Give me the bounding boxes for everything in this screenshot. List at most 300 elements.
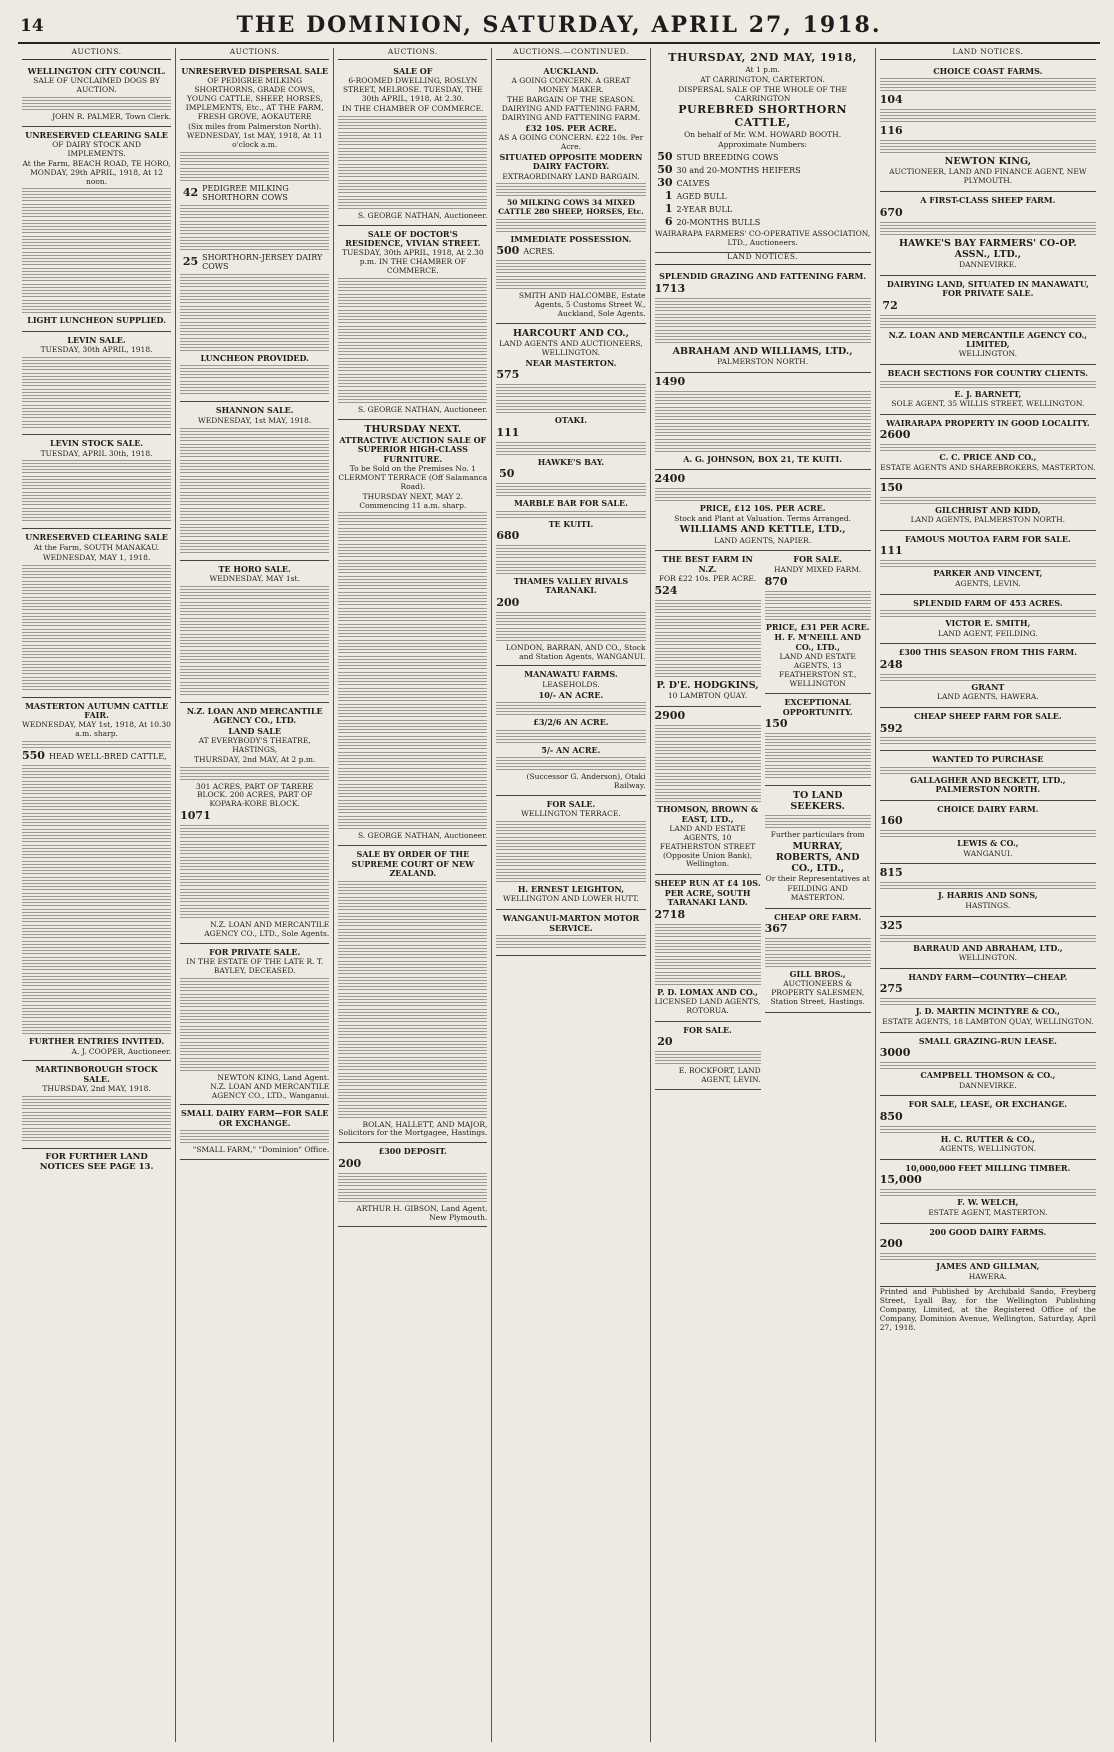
ad-subtitle: TUESDAY, APRIL 30th, 1918. (40, 448, 153, 458)
fine-print (22, 613, 171, 627)
split-left (655, 551, 761, 1089)
fine-print (338, 1105, 487, 1119)
fine-print (22, 284, 171, 298)
fine-print (22, 389, 171, 403)
fine-print (880, 737, 1096, 744)
ad-signature: PALMERSTON NORTH. (717, 356, 809, 366)
ad-title: SHANNON SALE. (215, 405, 294, 416)
ad-subtitle: (Six miles from Palmerston North). (188, 121, 322, 131)
advertisement (22, 127, 171, 332)
fine-print (655, 600, 761, 614)
fine-print (338, 1041, 487, 1055)
fine-print (22, 741, 171, 748)
fine-print (338, 1089, 487, 1103)
fine-print (180, 365, 329, 379)
ad-title: FAMOUS MOUTOA FARM FOR SALE. (904, 533, 1071, 544)
fine-print (765, 954, 871, 968)
page-number: 14 (20, 16, 44, 36)
fine-print (180, 274, 329, 288)
fine-print (180, 857, 329, 871)
fine-print (655, 648, 761, 662)
ad-subtitle: HANDY MIXED FARM. (773, 564, 862, 574)
advertisement (880, 531, 1096, 595)
ad-signature: E. ROCKFORT, LAND AGENT, LEVIN. (678, 1066, 761, 1084)
fine-print (180, 152, 329, 166)
fine-print (655, 407, 871, 421)
ad-signature: SMITH AND HALCOMBE, Estate Agents, 5 Customs Street W., Auckland, Sole Agents. (518, 291, 646, 319)
ad-signature: F. W. WELCH, (957, 1197, 1019, 1208)
stock-label: 20-MONTHS BULLS (676, 217, 761, 227)
lot-line (880, 1238, 1096, 1251)
advertisement (880, 63, 1096, 192)
lot-number: 500 (496, 244, 520, 258)
fine-print (180, 666, 329, 680)
lot-number: 15,000 (879, 1173, 922, 1187)
ad-signature: N.Z. LOAN AND MERCANTILE AGENCY CO., LTD., Sole Agents. (204, 920, 330, 938)
ad-subtitle: WEDNESDAY, 1st MAY, 1918, At 11 o'clock a.m. (186, 131, 323, 150)
fine-print (655, 1051, 761, 1065)
fine-print (496, 511, 645, 518)
fine-print (180, 905, 329, 919)
lot-number: 524 (654, 584, 678, 598)
ad-subtitle: THE BARGAIN OF THE SEASON. DAIRYING AND FATTENING FARM, DAIRYING AND FATTENING FARM. (501, 94, 641, 122)
fine-print (765, 938, 871, 952)
fine-print (338, 116, 487, 130)
fine-print (338, 132, 487, 146)
fine-print (22, 565, 171, 579)
fine-print (338, 624, 487, 638)
advertisement (765, 909, 871, 1013)
ad-title: MANAWATU FARMS. (524, 669, 618, 680)
ad-title: WELLINGTON CITY COUNCIL. (27, 65, 166, 76)
lot-number: 50 (499, 467, 515, 481)
fine-print (496, 561, 645, 575)
ad-title: CHOICE DAIRY FARM. (937, 803, 1039, 814)
ad-signature: N.Z. LOAN AND MERCANTILE AGENCY CO., LIMITED, (888, 329, 1088, 350)
section-heading: AUCTIONS.—CONTINUED. (496, 48, 645, 60)
advertisement (765, 694, 871, 786)
lot-line (880, 207, 1096, 220)
ad-title: SPLENDID FARM OF 453 ACRES. (913, 597, 1063, 608)
fine-print (338, 592, 487, 606)
ad-title: FOR SALE. (683, 1024, 732, 1035)
fine-print (338, 881, 487, 895)
split-right (765, 551, 871, 1089)
fine-print (180, 978, 329, 992)
stock-list: 50 MILKING COWS 34 MIXED CATTLE 280 SHEEP, HORSES, Etc. (498, 198, 644, 217)
lot-line (880, 125, 1096, 138)
ad-signature: A. J. COOPER, Auctioneer. (71, 1046, 172, 1056)
fine-print (655, 924, 761, 938)
lot-number: 3000 (879, 1046, 911, 1060)
stock-line (655, 177, 871, 190)
lot-number: 275 (879, 982, 903, 996)
lot-line (496, 427, 645, 440)
advertisement (180, 703, 329, 944)
stock-label: STUD BREEDING COWS (676, 152, 779, 162)
advertisement (880, 415, 1096, 479)
stock-count: 50 (657, 149, 673, 163)
ad-subtitle: OTAKI. (554, 415, 588, 426)
advertisement (880, 751, 1096, 800)
lot-line (338, 1158, 487, 1171)
advertisement (655, 875, 761, 1021)
lot-number: 325 (879, 918, 903, 932)
fine-print (22, 300, 171, 314)
split-row (655, 551, 871, 1089)
ad-signature: GILL BROS., (789, 969, 846, 980)
fine-print (22, 508, 171, 522)
fine-print (338, 576, 487, 590)
fine-print (22, 861, 171, 875)
fine-print (22, 581, 171, 595)
lot-number: 104 (879, 93, 903, 107)
fine-print (22, 188, 171, 202)
lot-number: 1490 (654, 374, 686, 388)
ad-subtitle: IN THE ESTATE OF THE LATE R. T. BAYLEY, DECEASED. (186, 957, 324, 976)
ad-subtitle: THAMES VALLEY RIVALS TARANAKI. (513, 575, 629, 596)
fine-print (338, 784, 487, 798)
ad-title: FOR SALE, LEASE, OR EXCHANGE. (908, 1099, 1068, 1110)
fine-print (655, 664, 761, 678)
fine-print (22, 1005, 171, 1019)
advertisement (22, 698, 171, 1062)
advertisement (338, 420, 487, 847)
ad-title: AUCKLAND. (543, 65, 599, 76)
fine-print (338, 800, 487, 814)
ad-signature: S. GEORGE NATHAN, Auctioneer. (358, 831, 488, 841)
fine-print (338, 390, 487, 404)
lot-line (880, 815, 1096, 828)
fine-print (338, 180, 487, 194)
advertisement (180, 1105, 329, 1160)
ad-title: WANTED TO PURCHASE (932, 754, 1044, 765)
fine-print (496, 757, 645, 771)
fine-print (22, 1096, 171, 1110)
column-6 (876, 48, 1100, 1742)
ad-subtitle: TUESDAY, 30th APRIL, 1918. (40, 345, 153, 355)
advertisement (880, 192, 1096, 276)
ad-title: N.Z. LOAN AND MERCANTILE AGENCY CO., LTD. (186, 705, 323, 726)
fine-print (338, 816, 487, 830)
ad-signature: WELLINGTON. (958, 953, 1017, 963)
fine-print (180, 524, 329, 538)
ad-signature: DANNEVIRKE. (959, 259, 1017, 269)
sale-place: AT CARRINGTON, CARTERTON. (700, 74, 825, 84)
fine-print (338, 358, 487, 372)
ad-signature: AUCTIONEERS & PROPERTY SALESMEN, Station Street, Hastings. (770, 979, 865, 1007)
stock-line (655, 203, 871, 216)
ad-title: SMALL GRAZING-RUN LEASE. (918, 1035, 1057, 1046)
advertisement (180, 561, 329, 703)
fine-print (496, 853, 645, 867)
lot-number: 116 (879, 124, 903, 138)
fine-print (655, 314, 871, 328)
fine-print (338, 278, 487, 292)
ad-subtitle: ATTRACTIVE AUCTION SALE OF SUPERIOR HIGH-CLASS FURNITURE. (339, 434, 487, 464)
fine-print (180, 338, 329, 352)
lot-number: 670 (879, 205, 903, 219)
fine-print (880, 381, 1096, 388)
advertisement (880, 365, 1096, 415)
ad-signature: ESTATE AGENTS, 18 LAMBTON QUAY, WELLINGTON. (882, 1016, 1094, 1026)
ad-subtitle: At the Farm, SOUTH MANAKAU. (33, 542, 160, 552)
lot-line (765, 718, 871, 731)
ad-signature: LAND AGENTS, PALMERSTON NORTH. (910, 515, 1066, 525)
advertisement (22, 435, 171, 529)
fine-print (338, 736, 487, 750)
fine-print (338, 528, 487, 542)
advertisement (496, 63, 645, 324)
lot-line (880, 482, 1096, 495)
ad-signature: WELLINGTON AND LOWER HUTT. (503, 894, 639, 904)
fine-print (655, 616, 761, 630)
fine-print (180, 618, 329, 632)
ad-signature: A. G. JOHNSON, BOX 21, TE KUITI. (683, 453, 842, 464)
fine-print (880, 998, 1096, 1005)
ad-subtitle: Or their Representatives at (765, 874, 870, 884)
masthead (18, 10, 1100, 44)
fine-print (22, 909, 171, 923)
lot-line (880, 429, 1096, 442)
fine-print (880, 1253, 1096, 1260)
lot-number: 160 (879, 814, 903, 828)
lot-line (655, 1036, 761, 1049)
fine-print (880, 610, 1096, 617)
ad-subtitle: NEAR MASTERTON. (525, 357, 617, 368)
lot-line (180, 810, 329, 823)
fine-print (180, 205, 329, 219)
fine-print (22, 797, 171, 811)
advertisement (180, 63, 329, 402)
ad-signature: PARKER AND VINCENT, (933, 568, 1043, 579)
fine-print (338, 640, 487, 654)
fine-print (338, 672, 487, 686)
lot-line (880, 1111, 1096, 1124)
lot-number: 1071 (180, 809, 211, 823)
ad-signature: E. J. BARNETT, (954, 388, 1022, 399)
fine-print (180, 508, 329, 522)
ad-subtitle: OF PEDIGREE MILKING SHORTHORNS, GRADE COWS, YOUNG CATTLE, SHEEP, HORSES, IMPLEMENTS, Etc., AT THE FARM, FRESH GROVE, AOKAUTERE (185, 76, 324, 121)
lot-line (880, 920, 1096, 933)
stock-count: 1 (664, 201, 673, 215)
ad-signature: VICTOR E. SMITH, (945, 618, 1031, 629)
fine-print (496, 545, 645, 559)
ad-signature: GRANT (971, 681, 1005, 692)
fine-print (180, 889, 329, 903)
fine-print (496, 821, 645, 835)
ad-subtitle: AT EVERYBODY'S THEATRE, HASTINGS, (198, 736, 311, 754)
ad-signature: (Successor G. Anderson), Otaki Railway. (526, 772, 646, 790)
lot-line (496, 597, 645, 610)
ad-signature: DANNEVIRKE. (959, 1080, 1017, 1090)
ad-title: A FIRST-CLASS SHEEP FARM. (920, 195, 1056, 206)
fine-print (880, 830, 1096, 837)
ad-signature: NEWTON KING, Land Agent. (217, 1072, 330, 1082)
ad-title: CHEAP SHEEP FARM FOR SALE. (914, 711, 1062, 722)
fine-print (765, 765, 871, 779)
fine-print (180, 444, 329, 458)
column-1 (18, 48, 176, 1742)
advertisement (880, 276, 1096, 366)
ad-signature: MURRAY, ROBERTS, AND CO., LTD., (775, 840, 860, 874)
fine-print (655, 757, 761, 771)
fine-print (22, 845, 171, 859)
fine-print (655, 725, 761, 739)
lot-line (655, 473, 871, 486)
fine-print (180, 873, 329, 887)
column-4 (492, 48, 650, 1742)
lot-number: 111 (496, 425, 520, 439)
ad-price: PRICE, £12 10S. PER ACRE. (699, 503, 826, 514)
fine-print (496, 730, 645, 744)
ad-title: SPLENDID GRAZING AND FATTENING FARM. (659, 271, 867, 282)
ad-subtitle: OF DAIRY STOCK AND IMPLEMENTS. (52, 140, 141, 159)
ad-subtitle: SITUATED OPPOSITE MODERN DAIRY FACTORY. (499, 151, 643, 172)
lot-line (655, 710, 761, 723)
fine-print (338, 752, 487, 766)
ad-title: SALE BY ORDER OF THE SUPREME COURT OF NEW ZEALAND. (351, 849, 475, 879)
fine-print (22, 941, 171, 955)
lot-number: 592 (879, 721, 903, 735)
ad-subtitle: To be Sold on the Premises No. 1 CLERMONT TERRACE (Off Salamanca Road). (338, 464, 488, 491)
ad-signature: WELLINGTON. (958, 349, 1017, 359)
advertisement (338, 1143, 487, 1227)
fine-print (180, 237, 329, 251)
lot-line (880, 94, 1096, 107)
advertisement (22, 332, 171, 435)
lot-number: 2718 (654, 907, 686, 921)
stock-line (655, 164, 871, 177)
fine-print (180, 306, 329, 320)
advertisement (880, 1160, 1096, 1224)
lot-line (22, 750, 171, 763)
lot-number: 575 (496, 368, 520, 382)
ad-footer: LIGHT LUNCHEON SUPPLIED. (27, 315, 166, 326)
lot-line (496, 530, 645, 543)
lot-number: 870 (764, 574, 788, 588)
ad-signature: LEWIS & CO., (957, 838, 1019, 849)
sale-time: At 1 p.m. (745, 64, 780, 74)
lot-number: 20 (657, 1035, 673, 1049)
fine-print (655, 632, 761, 646)
fine-print (180, 168, 329, 182)
fine-print (180, 1058, 329, 1072)
section-heading: LAND NOTICES. (880, 48, 1096, 60)
fine-print (496, 483, 645, 497)
fine-print (22, 476, 171, 490)
fine-print (338, 929, 487, 943)
ad-title: LEVIN SALE. (67, 334, 126, 345)
fine-print (22, 925, 171, 939)
fine-print (338, 656, 487, 670)
fine-print (880, 315, 1096, 329)
ad-title: SMALL DAIRY FARM—FOR SALE OR EXCHANGE. (181, 1108, 329, 1128)
fine-print (180, 1042, 329, 1056)
fine-print (22, 765, 171, 779)
fine-print (338, 148, 487, 162)
fine-print (338, 374, 487, 388)
fine-print (180, 682, 329, 696)
advertisement (765, 551, 871, 694)
section-heading: AUCTIONS. (180, 48, 329, 60)
ad-subtitle: SALE OF UNCLAIMED DOGS BY AUCTION. (33, 76, 160, 95)
ad-title: CHOICE COAST FARMS. (933, 65, 1043, 76)
lot-line (880, 1174, 1096, 1187)
fine-print (180, 767, 329, 781)
fine-print (880, 767, 1096, 774)
advertisement (338, 846, 487, 1143)
ad-signature: WILLIAMS AND KETTLE, LTD., (679, 524, 846, 536)
fine-print (22, 877, 171, 891)
lot-number: 815 (879, 866, 903, 880)
stock-label: 2-YEAR BULL (676, 204, 733, 214)
ad-title: HARCOURT AND CO., (512, 327, 629, 339)
stock-count: 50 (657, 162, 673, 176)
fine-print (655, 773, 761, 787)
fine-print (180, 322, 329, 336)
ad-subtitle: TUESDAY, 30th APRIL, 1918, At 2.30 p.m. IN THE CHAMBER OF COMMERCE. (341, 248, 484, 276)
fine-print (880, 109, 1096, 123)
stock-line (655, 216, 871, 229)
advertisement (880, 1033, 1096, 1097)
lot-number: 150 (879, 480, 903, 494)
fine-print (180, 994, 329, 1008)
fine-print (22, 97, 171, 111)
columns (18, 48, 1100, 1742)
column-2 (176, 48, 334, 1742)
ad-title: LEVIN STOCK SALE. (50, 438, 144, 449)
section-heading: AUCTIONS. (338, 48, 487, 60)
ad-signature: P. D. LOMAX AND CO., (657, 986, 758, 997)
advertisement (655, 48, 871, 253)
lease-line: 5/- AN ACRE. (541, 744, 601, 755)
ad-title: MASTERTON AUTUMN CATTLE FAIR. (25, 700, 169, 721)
ad-footer: LUNCHEON PROVIDED. (200, 352, 309, 363)
ad-signature: BOLAN, HALLETT, AND MAJOR, Solicitors for the Mortgagee, Hastings. (338, 1119, 488, 1138)
stock-label: AGED BULL (676, 191, 727, 201)
sale-behalf: On behalf of Mr. W.M. HOWARD BOOTH. (684, 130, 842, 140)
lot-line (655, 376, 871, 389)
advertisement (655, 470, 871, 551)
ad-subtitle: LEASEHOLDS. (542, 679, 600, 689)
ad-signature: AGENTS, WELLINGTON. (939, 1144, 1037, 1154)
fine-print (655, 391, 871, 405)
ad-signature: P. D'E. HODGKINS, (656, 680, 759, 692)
fine-print (180, 1026, 329, 1040)
fine-print (338, 704, 487, 718)
fine-print (496, 384, 645, 398)
fine-print (22, 405, 171, 419)
ad-subtitle: TE KUITI. (548, 518, 594, 529)
fine-print (655, 330, 871, 344)
fine-print (765, 749, 871, 763)
lot-line (880, 983, 1096, 996)
ad-title: BEACH SECTIONS FOR COUNTRY CLIENTS. (887, 368, 1089, 379)
lot-number: 550 (22, 749, 45, 763)
fine-print (180, 540, 329, 554)
fine-print (880, 935, 1096, 942)
stock-count: 6 (664, 214, 673, 228)
fine-print (765, 733, 871, 747)
ad-signature: C. C. PRICE AND CO., (939, 452, 1037, 463)
lot-line (880, 723, 1096, 736)
advertisement (880, 917, 1096, 969)
ad-title: WAIRARAPA PROPERTY IN GOOD LOCALITY. (886, 418, 1090, 429)
fine-print (765, 815, 871, 829)
advertisement (655, 373, 871, 470)
ad-title: WANGANUI-MARTON MOTOR SERVICE. (502, 913, 640, 933)
